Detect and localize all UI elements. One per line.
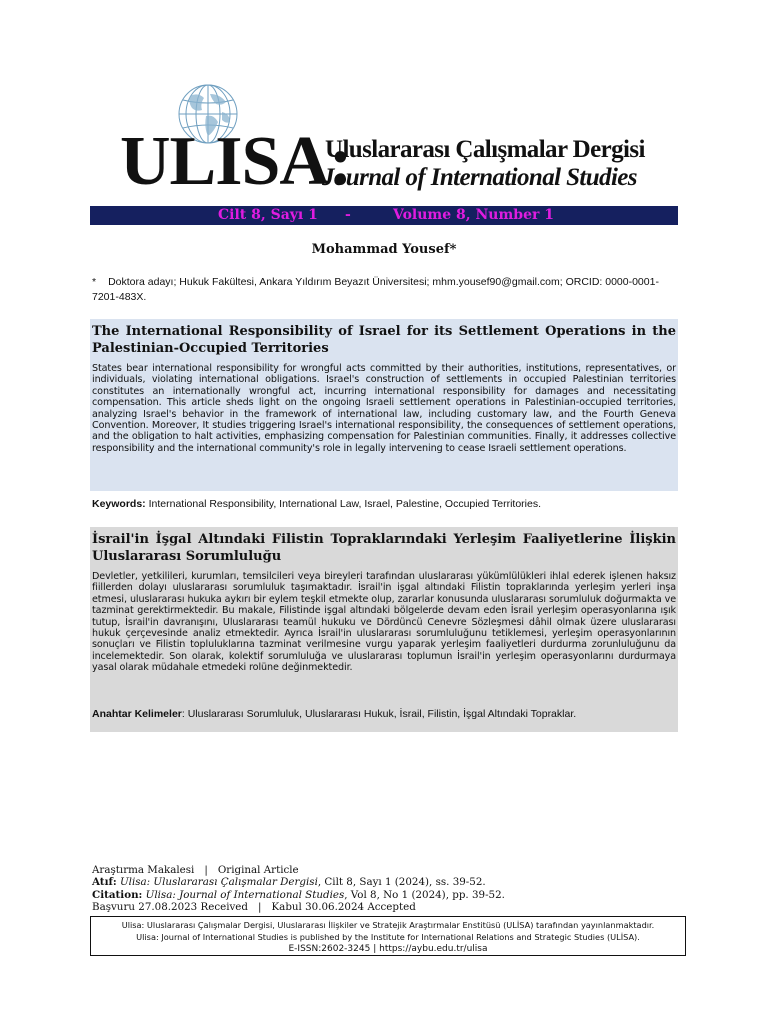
article-info xyxy=(92,864,505,913)
turkish-title: İsrail'in İşgal Altındaki Filistin Topraklarındaki Yerleşim Faaliyetlerine İlişkin Uluslararası Sorumluluğu xyxy=(92,532,676,564)
english-abstract-box xyxy=(90,319,678,510)
publisher-box xyxy=(90,916,686,956)
author-footnote xyxy=(92,275,672,305)
volume-english: Volume 8, Number 1 xyxy=(393,207,554,223)
volume-bar xyxy=(90,206,678,225)
issn-separator: | xyxy=(373,944,377,954)
received-date: Başvuru 27.08.2023 Received xyxy=(92,900,248,913)
article-type-english: Original Article xyxy=(217,864,299,876)
atif-journal: Ulisa: Uluslararası Çalışmalar Dergisi xyxy=(120,876,318,889)
citation-label: Citation: xyxy=(92,888,143,901)
turkish-abstract: Devletler, yetkilileri, kurumları, temsilcileri veya bireyleri tarafından uluslararası yükümlülükleri ihlal ederek işlenen haksız fiillerden dolayı uluslararası sorumluluk taşımaktadır. İsrail'in işgal altındaki Filistin topraklarında yerleşim yerleri inşa etmesi, uluslararası hukuka aykırı bir eylem teşkil etmekte olup, zararlar konusunda uluslararası sorumluluk doğurmakta ve tazminat gerektirmektedir. Bu makale, Filistinde işgal altındaki bölgelerde devam eden İsrail yerleşim operasyonlarına ışık tutup, İsrail'in davranışını, Uluslararası teamül hukuku ve Dördüncü Cenevre Sözleşmesi dâhil olmak üzere uluslararası hukuk çerçevesinde analiz etmektedir. Ayrıca İsrail'in uluslararası sorumluluğunu tetiklemesi, yerleşim operasyonlarının sonuçları ve Filistin topluluklarına tazminat verilmesine vurgu yaparak yerleşim faaliyetleri durdurma zorunluluğunu da incelemektedir. Son olarak, kolektif sorumluluğa ve uluslararası toplumun İsrail'in yerleşim operasyonlarını durdurmaya yasal olarak müdahale etmedeki rolüne değinmektedir. xyxy=(92,571,676,674)
accepted-date: Kabul 30.06.2024 Accepted xyxy=(271,900,416,913)
keywords-label: Keywords: xyxy=(92,498,146,510)
anahtar-kelimeler-text: : Uluslararası Sorumluluk, Uluslararası Hukuk, İsrail, Filistin, İşgal Altındaki Topraklar. xyxy=(181,708,577,720)
english-title: The International Responsibility of Israel for its Settlement Operations in the Palestinian-Occupied Territories xyxy=(92,324,676,356)
volume-separator: - xyxy=(345,207,351,223)
journal-logo: ULISA: xyxy=(120,123,352,200)
footnote-text: Doktora adayı; Hukuk Fakültesi, Ankara Yıldırım Beyazıt Üniversitesi; mhm.yousef90@gmail.com; ORCID: 0000-0001-7201-483X. xyxy=(92,276,659,303)
publisher-line-turkish: Ulisa: Uluslararası Çalışmalar Dergisi, Uluslararası İlişkiler ve Stratejik Araştırmalar Enstitüsü (ULİSA) tarafından yayınlanmaktadır. xyxy=(121,920,655,930)
journal-title-turkish: Uluslararası Çalışmalar Dergisi xyxy=(325,136,645,163)
volume-turkish: Cilt 8, Sayı 1 xyxy=(218,207,318,223)
atif-rest: , Cilt 8, Sayı 1 (2024), ss. 39-52. xyxy=(317,876,486,889)
dates-separator: | xyxy=(258,900,262,913)
journal-title-english: Journal of International Studies xyxy=(322,164,637,191)
dates-line xyxy=(92,901,505,913)
author-name: Mohammad Yousef* xyxy=(311,242,457,257)
anahtar-kelimeler-label: Anahtar Kelimeler xyxy=(92,708,182,720)
turkish-keywords xyxy=(92,707,576,721)
issn-line xyxy=(91,943,685,955)
keywords-text: International Responsibility, International Law, Israel, Palestine, Occupied Territories. xyxy=(148,498,542,510)
citation-journal: Ulisa: Journal of International Studies xyxy=(145,888,345,901)
footnote-mark: * xyxy=(92,276,97,288)
article-type-separator: | xyxy=(204,864,208,876)
issn: E-ISSN:2602-3245 xyxy=(288,944,371,954)
turkish-abstract-box xyxy=(90,527,678,732)
citation-line xyxy=(92,889,505,901)
english-keywords xyxy=(92,497,541,511)
publisher-line-english: Ulisa: Journal of International Studies is published by the Institute for International Relations and Strategic Studies (ULİSA). xyxy=(136,932,640,942)
atif-line xyxy=(92,876,505,888)
journal-url-link[interactable]: https://aybu.edu.tr/ulisa xyxy=(379,944,488,954)
atif-label: Atıf: xyxy=(92,876,117,889)
citation-rest: , Vol 8, No 1 (2024), pp. 39-52. xyxy=(344,888,505,901)
article-type xyxy=(92,864,505,876)
article-type-turkish: Araştırma Makalesi xyxy=(92,864,195,876)
english-abstract: States bear international responsibility for wrongful acts committed by their authorities, institutions, representatives, or individuals, violating international obligations. Israel's construction of settlements in occupied Palestinian territories constitutes an internationally wrongful act, incurring international responsibility for damages and necessitating compensation. This article sheds light on the ongoing Israeli settlement operations in Palestinian-occupied territories, analyzing Israel's behavior in the framework of international law, including customary law, and the Fourth Geneva Convention. Moreover, It studies triggering Israel's international responsibility, the consequences of settlement operations, and the obligation to halt activities, emphasizing compensation for Palestinian communities. Finally, it addresses collective responsibility and the international community's role in legally intervening to cease Israeli settlement operations. xyxy=(92,363,676,454)
